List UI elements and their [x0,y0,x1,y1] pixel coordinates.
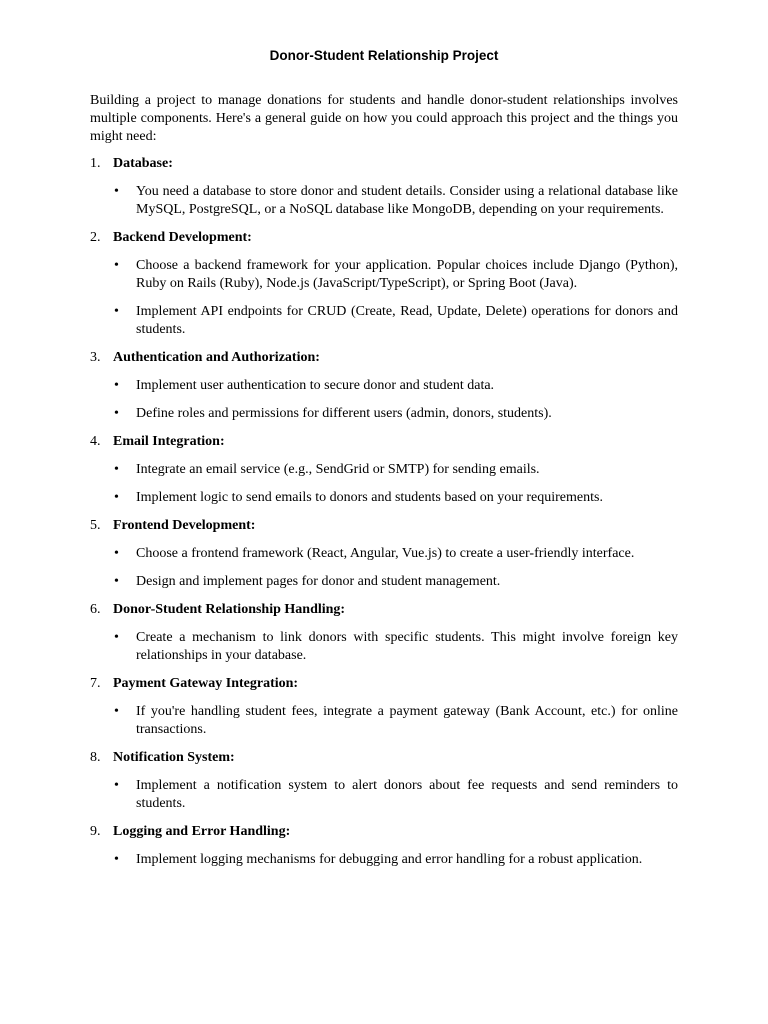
bullet-list [90,183,678,219]
list-section [90,155,678,219]
section-heading [90,349,678,367]
list-item [90,461,678,479]
bullet-text: Implement logic to send emails to donors and students based on your requirements. [136,490,603,505]
bullet-icon: • [114,852,119,867]
list-number: 5. [90,518,101,533]
section-heading [90,749,678,767]
list-number: 8. [90,750,101,765]
list-item [90,851,678,869]
section-heading-text: Authentication and Authorization: [113,350,320,365]
list-section [90,749,678,813]
bullet-icon: • [114,184,119,199]
page-title: Donor-Student Relationship Project [269,48,499,63]
list-number: 1. [90,156,101,171]
bullet-text: Implement API endpoints for CRUD (Create, Read, Update, Delete) operations for donors and students. [136,304,678,337]
bullet-text: Integrate an email service (e.g., SendGrid or SMTP) for sending emails. [136,462,540,477]
list-item [90,545,678,563]
section-heading-text: Database: [113,156,173,171]
bullet-icon: • [114,378,119,393]
bullet-text: You need a database to store donor and student details. Consider using a relational database like MySQL, PostgreSQL, or a NoSQL database like MongoDB, depending on your requirements. [136,184,678,217]
bullet-icon: • [114,462,119,477]
bullet-icon: • [114,630,119,645]
section-heading-text: Logging and Error Handling: [113,824,291,839]
section-heading [90,823,678,841]
list-item [90,377,678,395]
bullet-icon: • [114,490,119,505]
section-heading-text: Frontend Development: [113,518,256,533]
list-section [90,349,678,423]
bullet-text: Implement a notification system to alert donors about fee requests and send reminders to students. [136,778,678,811]
intro-paragraph: Building a project to manage donations for students and handle donor-student relationships involves multiple components. Here's a general guide on how you could approach this project and the things you might need: [90,93,678,144]
bullet-text: Design and implement pages for donor and student management. [136,574,501,589]
list-section [90,517,678,591]
list-item [90,703,678,739]
section-heading [90,155,678,173]
section-heading [90,601,678,619]
numbered-list [90,155,678,869]
bullet-list [90,257,678,339]
bullet-text: Choose a frontend framework (React, Angular, Vue.js) to create a user-friendly interface. [136,546,635,561]
list-section [90,675,678,739]
section-heading-text: Donor-Student Relationship Handling: [113,602,346,617]
bullet-text: Implement user authentication to secure donor and student data. [136,378,495,393]
list-item [90,573,678,591]
bullet-list [90,377,678,423]
section-heading-text: Payment Gateway Integration: [113,676,299,691]
list-section [90,823,678,869]
bullet-list [90,629,678,665]
section-heading-text: Notification System: [113,750,235,765]
bullet-text: Choose a backend framework for your application. Popular choices include Django (Python), Ruby on Rails (Ruby), Node.js (JavaScript/TypeScript), or Spring Boot (Java). [136,258,678,291]
list-number: 7. [90,676,101,691]
section-heading [90,675,678,693]
bullet-text: Create a mechanism to link donors with specific students. This might involve foreign key relationships in your database. [136,630,678,663]
list-item [90,405,678,423]
list-item [90,303,678,339]
bullet-icon: • [114,546,119,561]
list-item [90,257,678,293]
bullet-text: If you're handling student fees, integrate a payment gateway (Bank Account, etc.) for online transactions. [136,704,678,737]
bullet-text: Define roles and permissions for different users (admin, donors, students). [136,406,552,421]
bullet-text: Implement logging mechanisms for debugging and error handling for a robust application. [136,852,643,867]
section-heading-text: Backend Development: [113,230,252,245]
list-section [90,433,678,507]
bullet-icon: • [114,778,119,793]
list-item [90,629,678,665]
list-number: 4. [90,434,101,449]
section-heading [90,229,678,247]
bullet-icon: • [114,574,119,589]
list-item [90,777,678,813]
bullet-list [90,777,678,813]
bullet-list [90,703,678,739]
list-number: 3. [90,350,101,365]
list-item [90,489,678,507]
list-number: 6. [90,602,101,617]
bullet-icon: • [114,304,119,319]
list-number: 2. [90,230,101,245]
bullet-icon: • [114,704,119,719]
bullet-list [90,461,678,507]
section-heading [90,517,678,535]
section-heading-text: Email Integration: [113,434,225,449]
section-heading [90,433,678,451]
list-number: 9. [90,824,101,839]
bullet-icon: • [114,258,119,273]
document-body [90,92,678,879]
list-section [90,229,678,339]
bullet-list [90,851,678,869]
bullet-list [90,545,678,591]
bullet-icon: • [114,406,119,421]
list-item [90,183,678,219]
list-section [90,601,678,665]
